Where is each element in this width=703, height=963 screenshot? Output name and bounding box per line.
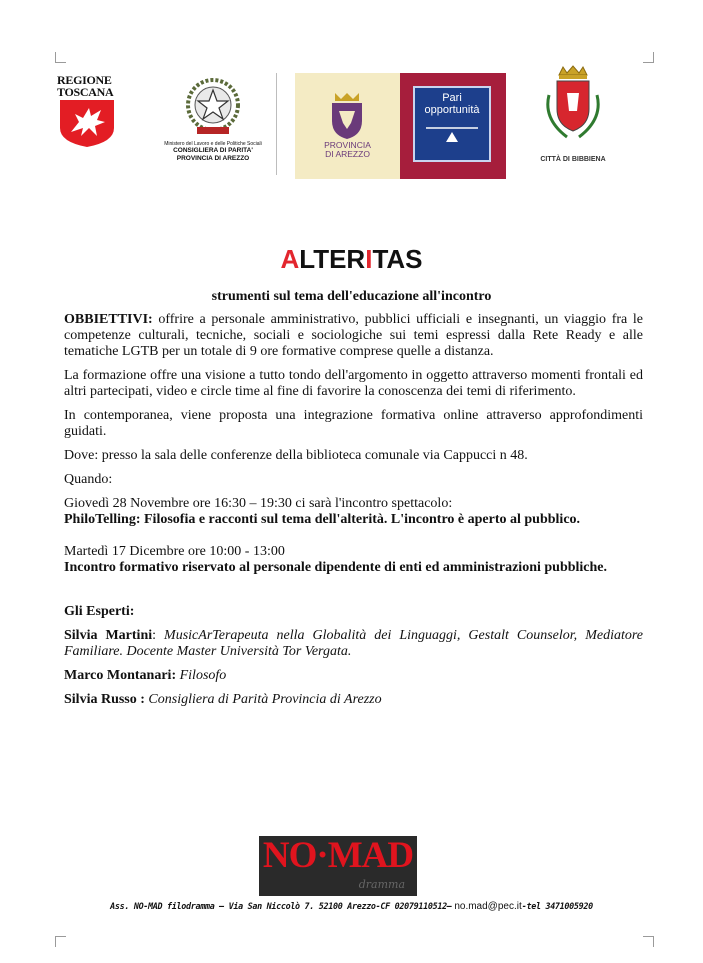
toscana-line-2: TOSCANA <box>57 85 114 99</box>
expert-sep: : <box>152 628 165 643</box>
provincia-crest-icon <box>327 91 367 141</box>
expert-name: Silvia Russo : <box>64 692 145 707</box>
obiettivi-text: offrire a personale amministrativo, pubblici ufficiali e insegnanti, un viaggio fra le competenze culturali, tecniche, sociali e sociologiche sui temi espressi dalla Rete Ready e alle tematiche LGTB per un totale di 9 ore formative comprese quelle a distanza. <box>64 312 643 359</box>
event1-when: Giovedì 28 Novembre ore 16:30 – 19:30 ci sarà l'incontro spettacolo: <box>64 496 453 511</box>
footer-phone: -tel 3471005920 <box>521 901 593 911</box>
contemporanea-paragraph: In contemporanea, viene proposta una integrazione formativa online attraverso approfondimenti guidati. <box>64 408 643 439</box>
expert-name: Silvia Martini <box>64 628 153 643</box>
footer-email[interactable]: no.mad@pec.it <box>451 901 522 912</box>
nomad-logo-sub: dramma <box>358 878 405 891</box>
event2-when: Martedì 17 Dicembre ore 10:00 - 13:00 <box>64 544 285 559</box>
event2-what: Incontro formativo riservato al personale dipendente di enti ed amministrazioni pubbliche. <box>64 560 608 575</box>
nomad-logo-name: NO·MAD <box>262 835 414 876</box>
page-subtitle: strumenti sul tema dell'educazione all'incontro <box>211 289 492 304</box>
provincia-line-2: DI AREZZO <box>325 149 370 159</box>
title-part-a: A <box>280 244 300 274</box>
pegasus-shield-icon <box>57 98 119 148</box>
balance-scale-icon <box>422 116 482 146</box>
crop-mark-bottom-right <box>643 936 654 947</box>
footer <box>0 900 703 913</box>
footer-association: Ass. NO-MAD filodramma – Via San Niccolò 7. 52100 Arezzo-CF 02079110512– <box>110 901 452 911</box>
event1-what: PhiloTelling: Filosofia e racconti sul tema dell'alterità. L'incontro è aperto al pubblico. <box>64 512 581 527</box>
title-part-i: I <box>365 244 373 274</box>
formazione-paragraph: La formazione offre una visione a tutto tondo dell'argomento in oggetto attraverso momenti frontali ed altri partecipati, video e circle time al fine di favorire la conoscenza dei temi di riferimento. <box>64 368 643 399</box>
expert-role: Consigliera di Parità Provincia di Arezzo <box>148 692 382 707</box>
bibbiena-crest-icon <box>537 65 609 147</box>
document-body <box>64 312 643 708</box>
page-title <box>0 244 703 274</box>
expert-role: MusicArTerapeuta nella Globalità dei Linguaggi, Gestalt Counselor, Mediatore Familiare. Docente Master Università Tor Vergata. <box>64 628 643 659</box>
logo-divider <box>276 73 277 175</box>
obiettivi-paragraph <box>64 312 643 360</box>
ministero-line-3: PROVINCIA DI AREZZO <box>176 155 250 162</box>
toscana-line-1: REGIONE <box>57 73 112 87</box>
citta-bibbiena-logo <box>523 65 623 163</box>
regione-toscana-logo <box>57 74 127 153</box>
obiettivi-label: OBBIETTIVI: <box>64 312 153 327</box>
expert-item <box>64 692 643 708</box>
title-part-tas: TAS <box>372 244 423 274</box>
bibbiena-name: CITTÀ DI BIBBIENA <box>540 156 606 163</box>
crop-mark-top-left <box>55 52 66 63</box>
expert-role: Filosofo <box>179 668 227 683</box>
nomad-logo <box>259 836 417 896</box>
expert-item <box>64 628 643 660</box>
crop-mark-bottom-left <box>55 936 66 947</box>
pari-line-2: opportunità <box>424 104 480 116</box>
esperti-heading: Gli Esperti: <box>64 604 135 619</box>
ministero-line-2: CONSIGLIERA DI PARITA' <box>173 147 253 154</box>
provincia-line-1: PROVINCIA <box>324 140 371 150</box>
ministero-lavoro-logo <box>148 78 278 163</box>
pari-opportunita-logo <box>400 73 506 179</box>
ministero-line-1: Ministero del Lavoro e delle Politiche Sociali <box>164 141 262 147</box>
pari-line-1: Pari <box>442 92 462 104</box>
provincia-arezzo-logo <box>295 73 400 179</box>
quando-label: Quando: <box>64 472 113 487</box>
title-part-lter: LTER <box>299 244 366 274</box>
expert-name: Marco Montanari: <box>64 668 177 683</box>
expert-item <box>64 668 643 684</box>
crop-mark-top-right <box>643 52 654 63</box>
italian-emblem-icon <box>183 78 243 136</box>
dove-paragraph: Dove: presso la sala delle conferenze della biblioteca comunale via Cappucci n 48. <box>64 448 528 463</box>
